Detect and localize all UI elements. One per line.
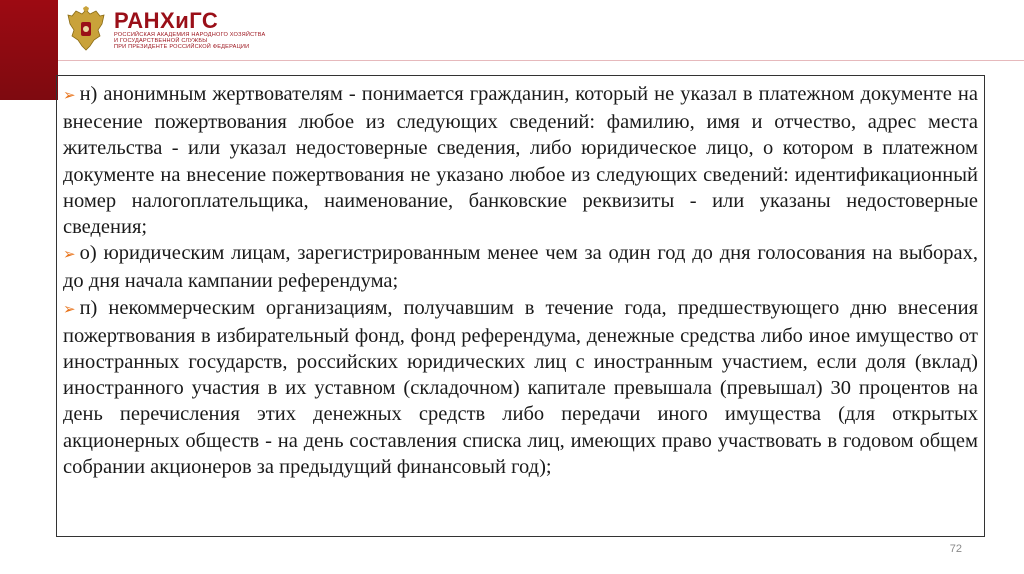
logo-subtitle-line-1: РОССИЙСКАЯ АКАДЕМИЯ НАРОДНОГО ХОЗЯЙСТВА	[114, 32, 266, 38]
double-headed-eagle-emblem-icon	[66, 6, 106, 54]
paragraph-n-text: н) анонимным жертвователям - понимается гражданин, который не указал в платежном документе на внесение пожертвования любое из следующих сведений: фамилию, имя и отчество, адрес места жительства - или указал недостоверные сведения, либо юридическое лицо, о котором в платежном документе на внесение пожертвования не указано любое из следующих сведений: идентификационный номер налогоплательщика, наименование, банковские реквизиты - или указаны недостоверные сведения;	[63, 83, 978, 239]
ranepa-logo	[66, 6, 265, 54]
bullet-arrow-icon: ➢	[63, 247, 76, 264]
content-frame	[56, 75, 985, 537]
logo-title: РАНХиГС	[114, 8, 219, 33]
bullet-arrow-icon: ➢	[63, 301, 76, 318]
paragraph-p-text: п) некоммерческим организациям, получавшим в течение года, предшествующего дню внесения пожертвования в избирательный фонд, фонд референдума, денежные средства либо иное имущество от иностранных государств, российских юридических лиц с иностранным участием, если доля (вклад) иностранного участия в их уставном (складочном) капитале превышала (превышал) 30 процентов на день перечисления этих денежных средств либо передачи иного имущества (для открытых акционерных обществ - на день составления списка лиц, имеющих право участвовать в годовом общем собрании акционеров за предыдущий финансовый год);	[63, 296, 978, 478]
header-divider	[58, 60, 1024, 61]
paragraph-o	[63, 240, 978, 294]
bullet-arrow-icon: ➢	[63, 88, 76, 104]
paragraph-o-text: о) юридическим лицам, зарегистрированным менее чем за один год до дня голосования на выборах, до дня начала кампании референдума;	[63, 242, 978, 293]
page-number: 72	[949, 543, 962, 555]
paragraph-p	[63, 295, 978, 480]
left-accent-bar	[0, 0, 58, 100]
paragraph-n	[63, 81, 978, 240]
logo-subtitle-line-3: ПРИ ПРЕЗИДЕНТЕ РОССИЙСКОЙ ФЕДЕРАЦИИ	[114, 44, 250, 50]
logo-subtitle-line-2: И ГОСУДАРСТВЕННОЙ СЛУЖБЫ	[114, 38, 208, 44]
